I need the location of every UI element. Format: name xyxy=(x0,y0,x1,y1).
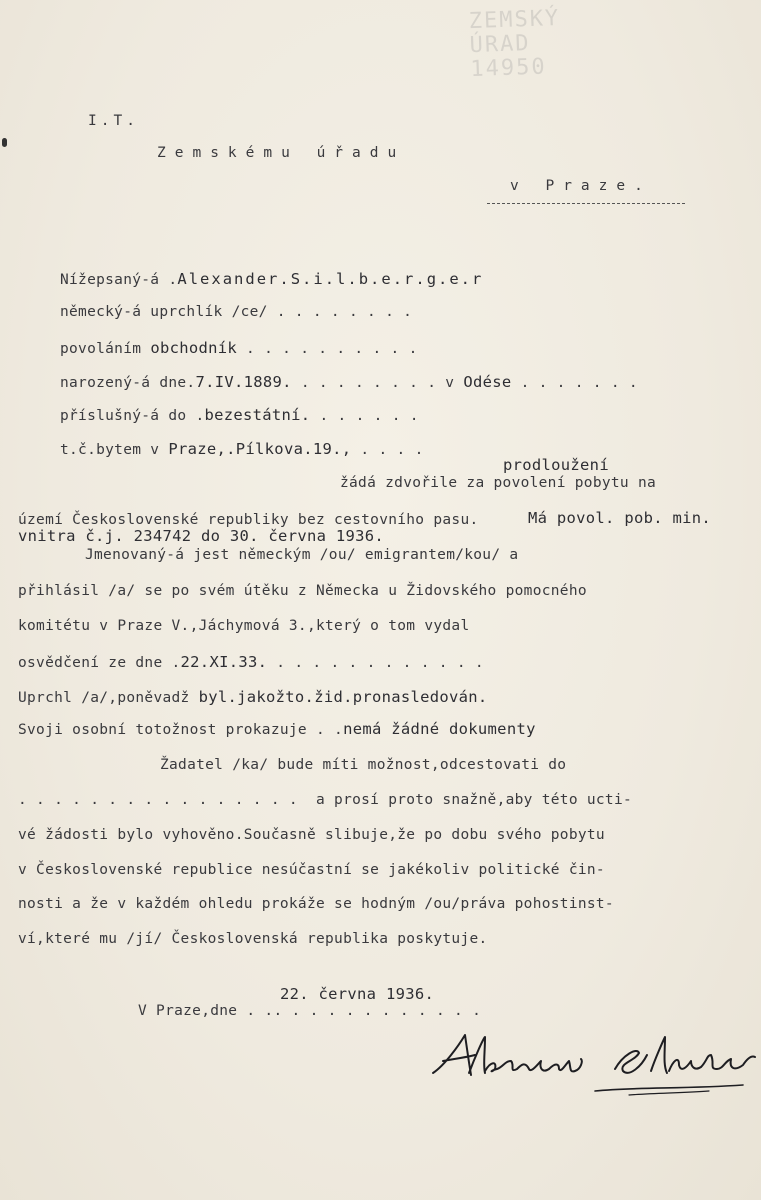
certificate-row xyxy=(18,653,484,671)
certificate-date: 22.XI.33. xyxy=(180,653,268,671)
date-value: 22. června 1936. xyxy=(280,985,435,1003)
identity-value: nemá žádné dokumenty xyxy=(343,720,536,738)
birth-row xyxy=(60,373,638,391)
ink-spot xyxy=(2,138,7,147)
birth-place-label: v xyxy=(445,375,455,391)
permit-line-2: vnitra č.j. 234742 do 30. června 1936. xyxy=(18,527,385,545)
citizenship-value: bezestátní. xyxy=(204,406,311,424)
citizenship-label: příslušný-á do . xyxy=(60,408,205,424)
territory-line: území Československé republiky bez cestovního pasu. xyxy=(18,512,479,528)
refugee-row: německý-á uprchlík /ce/ . . . . . . . . xyxy=(60,304,413,320)
permit-line-1: Má povol. pob. min. xyxy=(528,509,712,527)
bleed-through-stamp xyxy=(468,6,591,105)
birth-place-value: Odése xyxy=(463,373,512,391)
worthy-line: nosti a že v každém ohledu prokáže se hodným /ou/práva pohostinst- xyxy=(18,896,614,912)
bleed-through-line: 14950 xyxy=(470,54,548,83)
identity-label: Svoji osobní totožnost prokazuje . . xyxy=(18,722,344,738)
registered-line: přihlásil /a/ se po svém útěku z Německa u Židovského pomocného xyxy=(18,583,587,599)
citizenship-dots: . . . . . . xyxy=(319,408,419,424)
birth-place-dots: . . . . . . . xyxy=(520,375,638,391)
birth-dots: . . . . . . . . xyxy=(300,375,437,391)
name-row xyxy=(60,270,483,288)
bleed-through-line: ZEMSKÝ xyxy=(468,5,561,35)
address-row xyxy=(60,440,424,458)
emigrant-line: Jmenovaný-á jest německým /ou/ emigrantem/kou/ a xyxy=(85,547,519,563)
birth-label: narozený-á dne. xyxy=(60,375,196,391)
certificate-label: osvědčení ze dne . xyxy=(18,655,181,671)
citizenship-row xyxy=(60,406,419,424)
fled-reason: byl.jakožto.žid.pronasledován. xyxy=(198,688,488,706)
address-value: Praze,.Pílkova.19., xyxy=(168,440,352,458)
occupation-dots: . . . . . . . . . . xyxy=(246,341,418,357)
underline-rule xyxy=(487,203,685,204)
republic-line: v Československé republice nesúčastní se jakékoliv politické čin- xyxy=(18,862,605,878)
addressee: Zemskému úřadu xyxy=(157,145,406,161)
bleed-through-line: ÚRAD xyxy=(469,30,532,59)
occupation-row xyxy=(60,339,418,357)
fled-label: Uprchl /a/,poněvadž xyxy=(18,690,190,706)
hospitality-line: ví,které mu /jí/ Československá republika poskytuje. xyxy=(18,931,488,947)
granted-line: vé žádosti bylo vyhověno.Současně slibuje,že po dobu svého pobytu xyxy=(18,827,605,843)
signature-image xyxy=(425,1025,761,1100)
occupation-label: povoláním xyxy=(60,341,142,357)
place-date-row xyxy=(138,1003,481,1019)
name-label: Nížepsaný-á . xyxy=(60,272,178,288)
plea-row xyxy=(18,792,632,808)
address-dots: . . . . xyxy=(360,442,424,458)
address-label: t.č.bytem v xyxy=(60,442,160,458)
emigrate-line: Žadatel /ka/ bude míti možnost,odcestovati do xyxy=(160,757,567,773)
fled-row xyxy=(18,688,488,706)
certificate-dots: . . . . . . . . . . . . xyxy=(276,655,484,671)
plea-text: a prosí proto snažně,aby této ucti- xyxy=(315,792,633,808)
reference-mark: I.T. xyxy=(88,113,139,129)
birth-date-value: 7.IV.1889. xyxy=(195,373,292,391)
name-value: Alexander.S.i.l.b.e.r.g.e.r xyxy=(177,270,484,288)
place-date-label: V Praze,dne . . xyxy=(138,1003,274,1019)
request-insert: prodloužení xyxy=(503,456,609,474)
date-dots: . . . . . . . . . . . . xyxy=(273,1003,482,1019)
addressee-city: v Praze. xyxy=(510,178,652,194)
committee-line: komitétu v Praze V.,Jáchymová 3.,který o tom vydal xyxy=(18,618,470,634)
identity-row xyxy=(18,720,536,738)
request-line: žádá zdvořile za povolení pobytu na xyxy=(340,475,657,491)
destination-dots: . . . . . . . . . . . . . . . . xyxy=(18,792,298,808)
occupation-value: obchodník xyxy=(150,339,237,357)
